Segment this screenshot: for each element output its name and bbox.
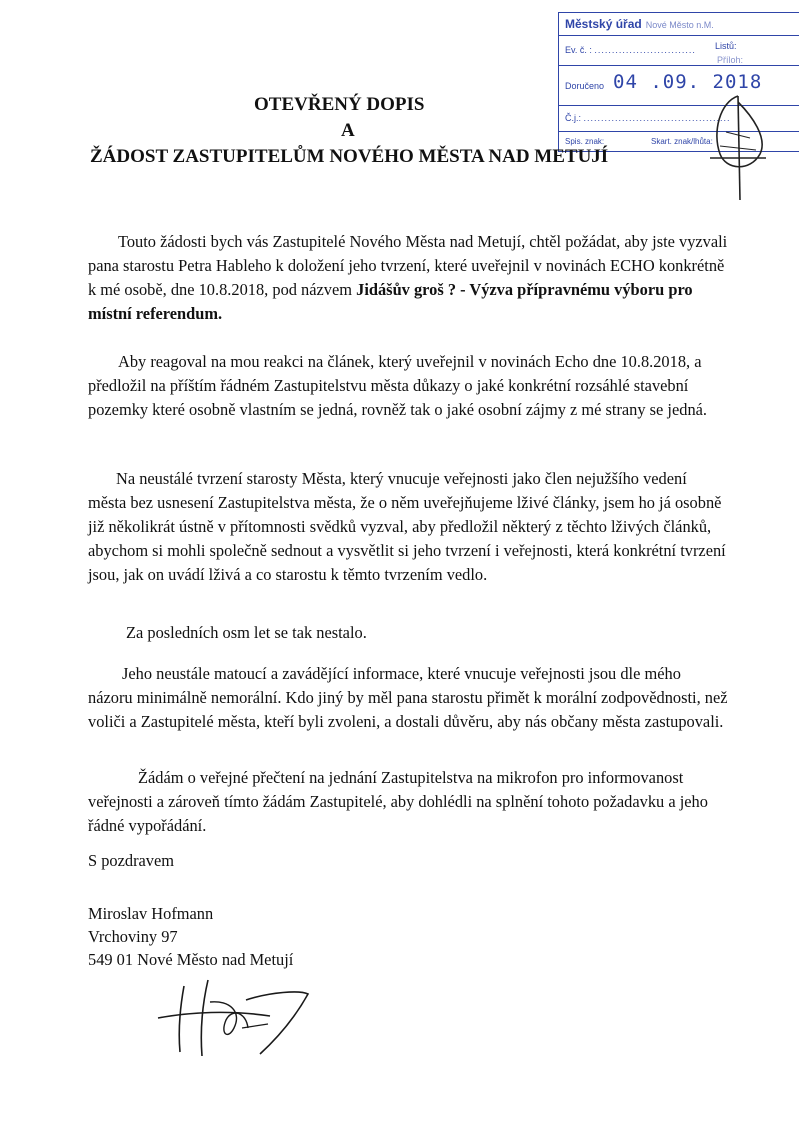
paragraph-claims: Na neustálé tvrzení starosty Města, který vnucuje veřejnosti jako člen nejužšího vedení města bez usnesení Zastupitelstva města, že o něm uveřejňujeme lživé články, jsem ho já osobně již několikrát ústně v přítomnosti svědků vyzval, aby předložil některý z těchto lživých článků, abychom si mohli společně sednout a vysvětlit si jeho tvrzení i veřejnosti, která konkrétní tvrzení jsou, jak on uvádí lživá a co starostu k těmto tvrzením vedlo. [88,469,726,584]
title-line-1: OTEVŘENÝ DOPIS [254,94,425,115]
title-line-3: ŽÁDOST ZASTUPITELŮM NOVÉHO MĚSTA NAD METUJÍ [90,146,609,167]
paragraph-request-text: Touto žádosti bych vás Zastupitelé Nového Města nad Metují, chtěl požádat, aby jste vyzvali pana starostu Petra Hableho k doložení jeho tvrzení, které uveřejnil v novinách ECHO konkrétně k mé osobě, dne 10.8.2018, pod názvem [88,232,728,299]
stamp-office: Městský úřad Nové Město n.M. [565,17,714,31]
stamp-date: 04 .09. 2018 [613,71,763,93]
stamp-divider [559,65,799,66]
sender-name: Miroslav Hofmann [88,904,214,923]
title-line-2: A [341,120,355,141]
paragraph-eight-years: Za posledních osm let se tak nestalo. [126,623,367,642]
greeting: S pozdravem [88,851,175,870]
stamp-cj-row: Č.j.: .......................................... [565,113,731,123]
sender-street: Vrchoviny 97 [88,927,178,946]
paragraph-information: Jeho neustále matoucí a zavádějící informace, které vnucuje veřejnosti jsou dle mého názoru minimálně nemorální. Kdo jiný by měl pana starostu přimět k morální zodpovědnosti, než voliči a Zastupitelé města, kteří byli zvoleni, a dostali důvěru, aby nás občany města zastupovali. [88,664,728,731]
stamp-doruceno-label: Doručeno [565,81,605,91]
article-title: Jidášův groš ? - Výzva přípravnému výboru pro místní referendum. [88,280,693,323]
stamp-ev-row: Ev. č. : ............................. [565,45,696,55]
signature-icon [150,972,320,1062]
stamp-priloh: Příloh: [717,55,744,65]
stamp-listu: Listů: [715,41,737,51]
stamp-skart: Skart. znak/lhůta: [651,137,713,146]
stamp-office-faded: Nové Město n.M. [645,20,714,30]
paragraph-request [88,230,728,326]
stamp-divider [559,35,799,36]
sender-city: 549 01 Nové Město nad Metují [88,950,294,969]
paragraph-public-reading: Žádám o veřejné přečtení na jednání Zastupitelstva na mikrofon pro informovanost veřejnosti a zároveň tímto žádám Zastupitelé, aby dohlédli na splnění tohoto požadavku a jeho řádné vypořádání. [88,768,708,835]
stamp-spis: Spis. znak: [565,137,605,146]
paragraph-response: Aby reagoval na mou reakci na článek, který uveřejnil v novinách Echo dne 10.8.2018, a předložil na příštím řádném Zastupitelstvu města důkazy o jaké konkrétní rozsáhlé stavební pozemky které osobně vlastním se jedná, rovněž tak o jaké osobní zájmy z mé strany se jedná. [88,352,708,419]
